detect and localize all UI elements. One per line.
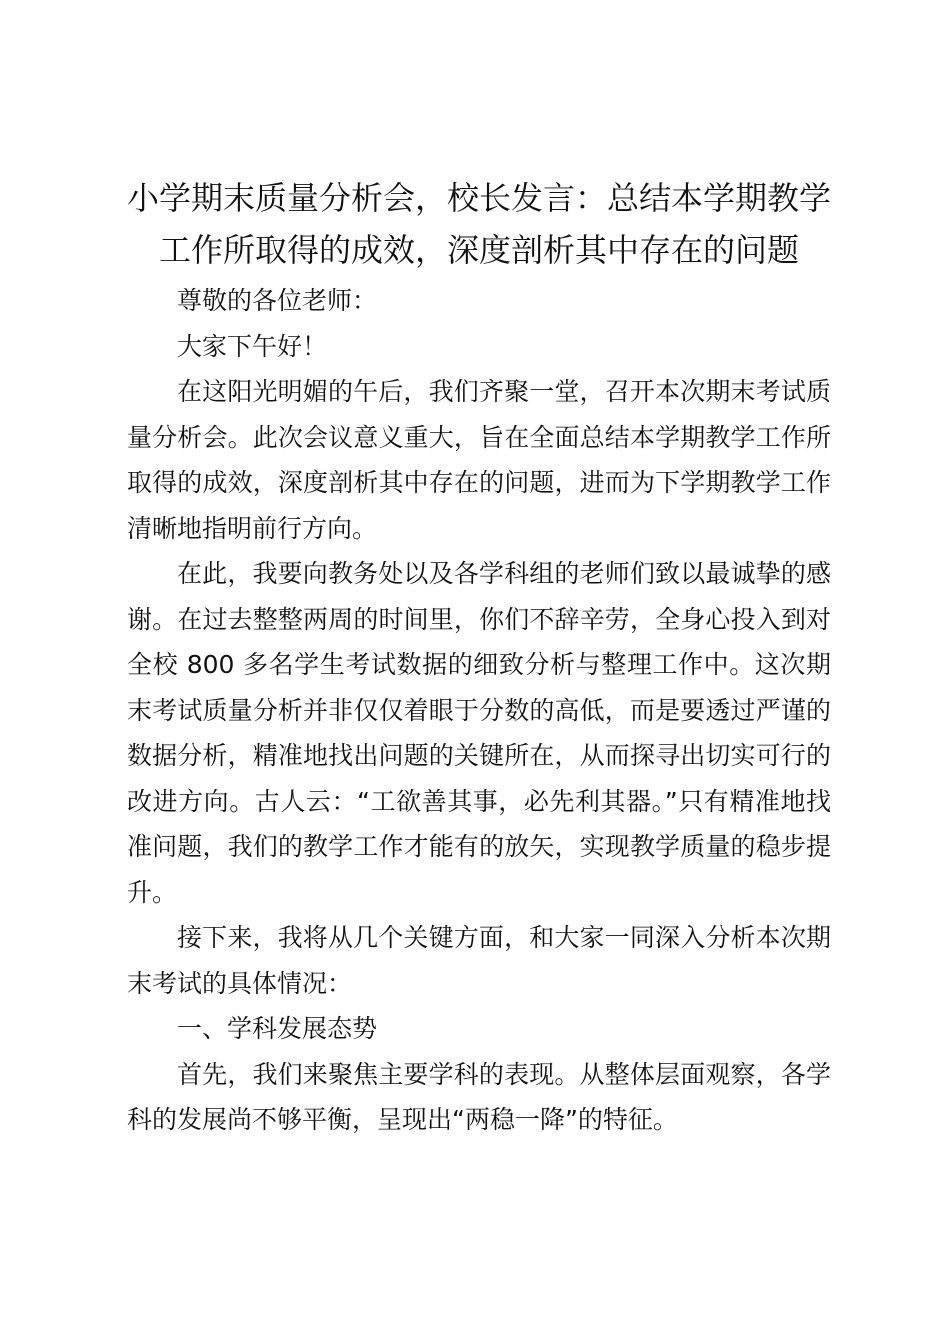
paragraph-opening: 在这阳光明媚的午后，我们齐聚一堂，召开本次期末考试质量分析会。此次会议意义重大，旨在全面总结本学期教学工作所取得的成效，深度剖析其中存在的问题，进而为下学期教学工作清晰地指明前行方向。 (127, 377, 831, 543)
paragraph-transition: 接下来，我将从几个关键方面，和大家一同深入分析本次期末考试的具体情况： (127, 923, 831, 998)
section-heading: 一、学科发展态势 (177, 1014, 378, 1043)
greeting-salutation: 尊敬的各位老师： (177, 286, 378, 315)
greeting-line: 大家下午好！ (177, 331, 328, 361)
paragraph-thanks: 在此，我要向教务处以及各学科组的老师们致以最诚挚的感谢。在过去整整两周的时间里，你们不辞辛劳，全身心投入到对全校 800 多名学生考试数据的细致分析与整理工作中。这次期末考试质量分析并非仅仅着眼于分数的高低，而是要透过严谨的数据分析，精准地找出问题的关键所在，从而探寻出切实可行的改进方向。古人云：“工欲善其事，必先利其器。”只有精准地找准问题，我们的教学工作才能有的放矢，实现教学质量的稳步提升。 (127, 559, 831, 907)
paragraph-subject-trend: 首先，我们来聚焦主要学科的表现。从整体层面观察，各学科的发展尚不够平衡，呈现出“两稳一降”的特征。 (127, 1059, 831, 1134)
document-title: 小学期末质量分析会，校长发言：总结本学期教学工作所取得的成效，深度剖析其中存在的问题 (127, 179, 832, 269)
document-body (127, 172, 831, 1143)
